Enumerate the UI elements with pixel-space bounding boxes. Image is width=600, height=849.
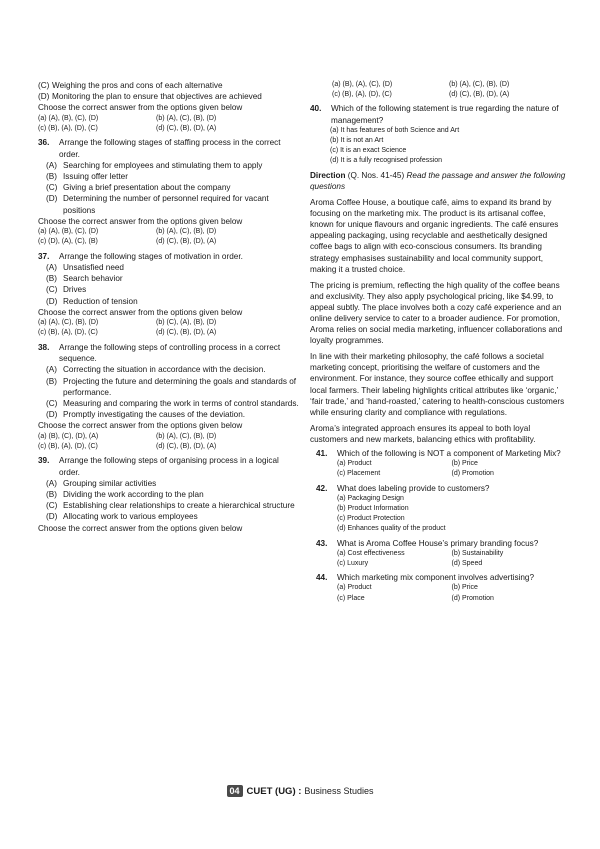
question-38: 38. Arrange the following steps of controlling process in a correct sequence. bbox=[38, 342, 281, 364]
option-b: (B) Issuing offer letter bbox=[46, 172, 128, 182]
option-d: (D) Allocating work to various employees bbox=[46, 512, 198, 522]
passage-paragraph: The pricing is premium, reflecting the high quality of the coffee beans and exclusivity. They also apply psychological pricing, like $4.99, to appeal subtly. The place involves both a cozy café experience and an online delivery service to cater to a broader audience. For promotion, Aroma relies on social media marketing, influencer collaborations and loyalty programmes. bbox=[310, 280, 563, 346]
direction: Direction (Q. Nos. 41-45) Read the passage and answer the following questions bbox=[310, 170, 566, 191]
answer-row: (a) Product (b) Price bbox=[337, 460, 478, 468]
answer-row: (a) Product (b) Price bbox=[337, 584, 478, 592]
question-44: 44. Which marketing mix component involves advertising? bbox=[316, 573, 535, 583]
option: (b) Product Information bbox=[337, 505, 409, 513]
option-d: (D) Promptly investigating the causes of the deviation. bbox=[46, 410, 246, 420]
answer-row: (a) (A), (C), (B), (D) (b) (C), (A), (B), (D) bbox=[38, 319, 217, 327]
choose-instruction: Choose the correct answer from the options given below bbox=[38, 103, 243, 113]
option-c: (C) Giving a brief presentation about the company bbox=[46, 183, 231, 193]
answer-row: (a) Cost effectiveness (b) Sustainability bbox=[337, 549, 504, 557]
option-b: (B) Search behavior bbox=[46, 274, 123, 284]
footer-subject: Business Studies bbox=[304, 786, 374, 796]
option-c: (C) Measuring and comparing the work in terms of control standards. bbox=[46, 398, 299, 408]
left-column bbox=[38, 80, 300, 534]
answer-row: (a) (B), (C), (D), (A) (b) (A), (C), (B), (D) bbox=[38, 432, 217, 440]
answer-row: (c) Luxury (d) Speed bbox=[337, 560, 483, 568]
answer-row: (c) (B), (A), (D), (C) (d) (C), (B), (D), (A) bbox=[38, 125, 217, 133]
answer-row: (c) Placement (d) Promotion bbox=[337, 470, 494, 478]
question-42: 42. What does labeling provide to customers? bbox=[316, 483, 490, 493]
option-a: (A) Correcting the situation in accordance with the decision. bbox=[46, 365, 266, 375]
option: (c) It is an exact Science bbox=[330, 147, 407, 155]
answer-row: (c) (B), (A), (D), (C) (d) (C), (B), (D), (A) bbox=[38, 329, 217, 337]
passage-paragraph: In line with their marketing philosophy, the café follows a societal marketing concept, prioritising the welfare of customers and the environment. For instance, they source coffee ethically and support local farmers. Their labeling highlights critical attributes like ‘organic,’ ‘fair trade,’ and ‘hand-roasted,’ catering to health-conscious customers while ensuring clarity and compliance with regulations. bbox=[310, 352, 565, 417]
page-number: 04 bbox=[227, 785, 243, 797]
right-column bbox=[310, 80, 566, 604]
question-37: 37. Arrange the following stages of motivation in order. bbox=[38, 251, 243, 261]
choose-instruction: Choose the correct answer from the options given below bbox=[38, 523, 243, 533]
option-c: (C) Weighing the pros and cons of each alternative bbox=[38, 81, 223, 90]
option: (b) It is not an Art bbox=[330, 137, 384, 145]
passage-paragraph: Aroma’s integrated approach ensures its appeal to both loyal customers and new markets, balancing ethics with profitability. bbox=[310, 423, 536, 444]
answer-row: (a) (A), (B), (C), (D) (b) (A), (C), (B), (D) bbox=[38, 228, 217, 236]
question-41: 41. Which of the following is NOT a component of Marketing Mix? bbox=[316, 449, 561, 458]
passage-paragraph: Aroma Coffee House, a boutique café, aims to expand its brand by focusing on the marketing mix. The product is its artisanal coffee, known for unique flavours and organic ingredients. The café ensures appealing packaging, using recyclable and aesthetically designed coffee bags to align with eco-conscious consumers. Its branding strategy emphasises sustainability and local community support, making it a trusted choice. bbox=[310, 198, 559, 274]
answer-row: (a) (B), (A), (C), (D) (b) (A), (C), (B), (D) bbox=[332, 81, 510, 88]
option-a: (A) Grouping similar activities bbox=[46, 478, 157, 488]
page-footer bbox=[0, 785, 600, 797]
choose-instruction: Choose the correct answer from the options given below bbox=[38, 216, 243, 226]
option-b: (B) Dividing the work according to the plan bbox=[46, 489, 204, 499]
choose-instruction: Choose the correct answer from the options given below bbox=[38, 421, 243, 431]
option-d: (D) Determining the number of personnel required for vacant positions bbox=[46, 194, 269, 215]
answer-row: (c) (D), (A), (C), (B) (d) (C), (B), (D), (A) bbox=[38, 238, 217, 246]
option-a: (A) Unsatisfied need bbox=[46, 263, 124, 273]
option-c: (C) Drives bbox=[46, 285, 87, 295]
option-d: (D) Reduction of tension bbox=[46, 296, 138, 306]
option: (d) It is a fully recognised profession bbox=[330, 157, 443, 165]
answer-row: (c) Place (d) Promotion bbox=[337, 594, 494, 602]
answer-row: (a) (A), (B), (C), (D) (b) (A), (C), (B), (D) bbox=[38, 114, 217, 122]
question-40: 40. Which of the following statement is true regarding the nature of management? bbox=[310, 104, 559, 125]
option-b: (B) Projecting the future and determining the goals and standards of performance. bbox=[46, 376, 297, 397]
question-43: 43. What is Aroma Coffee House’s primary branding focus? bbox=[316, 538, 539, 548]
choose-instruction: Choose the correct answer from the options given below bbox=[38, 307, 243, 317]
option: (c) Product Protection bbox=[337, 515, 405, 523]
question-39: 39. Arrange the following steps of organising process in a logical order. bbox=[38, 456, 279, 477]
option-d: (D) Monitoring the plan to ensure that objectives are achieved bbox=[38, 92, 262, 102]
question-36: 36. Arrange the following stages of staffing process in the correct order. bbox=[38, 138, 281, 159]
answer-row: (c) (B), (A), (D), (C) (d) (C), (B), (D), (A) bbox=[332, 91, 510, 99]
option: (a) Packaging Design bbox=[337, 494, 404, 502]
option-c: (C) Establishing clear relationships to create a hierarchical structure bbox=[46, 501, 295, 511]
answer-row: (c) (B), (A), (D), (C) (d) (C), (B), (D), (A) bbox=[38, 442, 217, 450]
option: (a) It has features of both Science and Art bbox=[330, 126, 460, 134]
option-a: (A) Searching for employees and stimulating them to apply bbox=[46, 160, 263, 170]
footer-title: CUET (UG) : bbox=[246, 785, 302, 797]
option: (d) Enhances quality of the product bbox=[337, 525, 446, 533]
continued-question bbox=[38, 80, 300, 134]
